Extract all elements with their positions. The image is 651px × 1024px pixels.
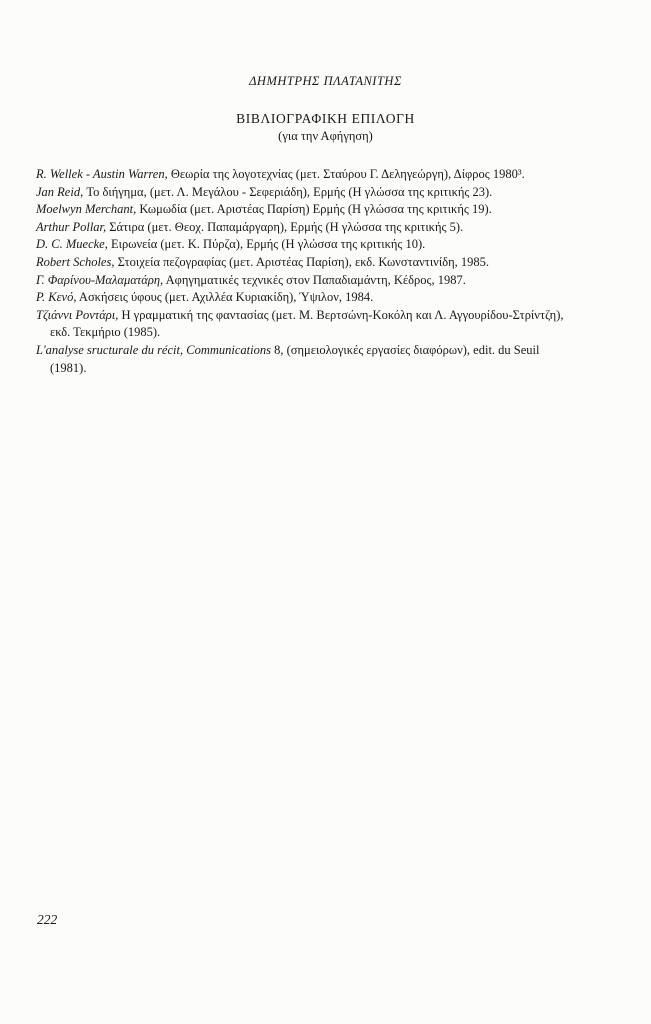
bibliography-entry <box>36 236 574 254</box>
entry-author: L'analyse sructurale du récit, Communications <box>36 342 271 357</box>
entry-text: Κωμωδία (μετ. Αριστέας Παρίση) Ερμής (Η γλώσσα της κριτικής 19). <box>136 202 492 217</box>
entry-author: Jan Reid, <box>36 184 84 199</box>
entry-text: Ειρωνεία (μετ. Κ. Πύρζα), Ερμής (Η γλώσσα της κριτικής 10). <box>107 237 426 252</box>
page-subtitle: (για την Αφήγηση) <box>278 129 373 143</box>
bibliography-entry <box>36 289 574 307</box>
entry-author: R. Wellek - Austin Warren, <box>36 167 168 181</box>
bibliography-list <box>36 166 574 377</box>
entry-author: Γ. Φαρίνου-Μαλαματάρη, <box>36 272 164 287</box>
bibliography-entry <box>36 254 574 272</box>
entry-author: D. C. Muecke, <box>36 237 108 252</box>
entry-text: Η γραμματική της φαντασίας (μετ. Μ. Βερτσώνη-Κοκόλη και Λ. Αγγουρίδου-Στρίντζη), εκδ. Τεκμήριο (1985). <box>50 307 564 340</box>
entry-author: Arthur Pollar, <box>36 219 107 234</box>
entry-text: Στοιχεία πεζογραφίας (μετ. Αριστέας Παρίση), εκδ. Κωνσταντινίδη, 1985. <box>114 254 489 269</box>
entry-text: Το διήγημα, (μετ. Λ. Μεγάλου - Σεφεριάδη), Ερμής (Η γλώσσα της κριτικής 23). <box>83 184 493 199</box>
page-number: 222 <box>37 912 58 927</box>
bibliography-entry <box>36 342 574 377</box>
entry-author: Moelwyn Merchant, <box>36 202 137 217</box>
entry-author: Τζιάννι Ροντάρι, <box>36 307 119 322</box>
entry-text: Ασκήσεις ύφους (μετ. Αχιλλέα Κυριακίδη), Ύψιλον, 1984. <box>76 290 374 305</box>
entry-author: Ρ. Κενό, <box>36 290 77 305</box>
bibliography-entry <box>36 307 574 342</box>
bibliography-entry <box>36 166 574 184</box>
entry-text: Θεωρία της λογοτεχνίας (μετ. Σταύρου Γ. Δεληγεώργη), Δίφρος 1980³. <box>167 167 525 181</box>
bibliography-entry <box>36 272 574 290</box>
page-title: ΒΙΒΛΙΟΓΡΑΦΙΚΗ ΕΠΙΛΟΓΗ <box>236 111 415 126</box>
entry-text: 8, (σημειολογικές εργασίες διαφόρων), edit. du Seuil (1981). <box>50 342 540 375</box>
entry-text: Σάτιρα (μετ. Θεοχ. Παπαμάργαρη), Ερμής (Η γλώσσα της κριτικής 5). <box>106 219 464 234</box>
bibliography-entry <box>36 184 574 202</box>
bibliography-entry <box>36 219 574 237</box>
entry-text: Αφηγηματικές τεχνικές στον Παπαδιαμάντη, Κέδρος, 1987. <box>163 272 466 287</box>
entry-author: Robert Scholes, <box>36 254 115 269</box>
running-head: ΔΗΜΗΤΡΗΣ ΠΛΑΤΑΝΙΤΗΣ <box>249 74 402 88</box>
bibliography-entry <box>36 201 574 219</box>
